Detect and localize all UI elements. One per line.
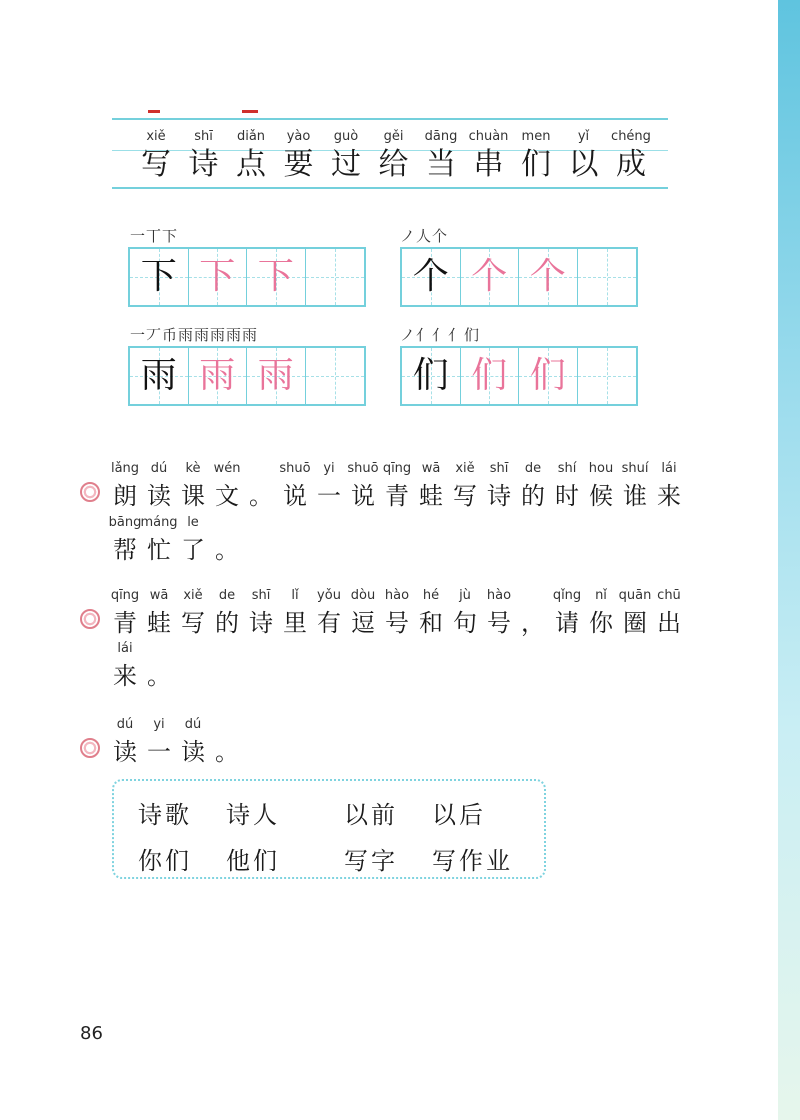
model-character: 下: [140, 256, 177, 297]
pinyin: wén: [213, 461, 241, 476]
stroke-fragment: [148, 98, 162, 106]
grid-cell: [461, 348, 520, 404]
hanzi: 里: [283, 609, 307, 637]
pinyin: wā: [421, 461, 441, 476]
exercise-2-line-2: [108, 641, 176, 699]
vocab-strip: [112, 118, 668, 189]
pinyin: shī: [251, 588, 271, 603]
model-character: 雨: [140, 355, 177, 396]
vocab-pinyin: chuàn: [468, 129, 509, 144]
hanzi: 青: [385, 482, 409, 510]
hanzi: 来: [657, 482, 681, 510]
pinyin: máng: [140, 515, 178, 530]
vocab-pinyin: diǎn: [236, 129, 266, 144]
pinyin: shí: [557, 461, 577, 476]
hanzi: 蛙: [419, 482, 443, 510]
hanzi: 候: [589, 482, 613, 510]
exercise-2-line-1: [108, 588, 686, 646]
grid-cell: [461, 249, 520, 305]
pinyin: lǐ: [291, 588, 299, 603]
vocab-hanzi: 点: [236, 147, 266, 182]
hanzi: 圈: [623, 609, 647, 637]
pinyin-char: [652, 588, 686, 646]
stroke-order: ノ人个: [400, 227, 449, 245]
pinyin-char: [652, 461, 686, 519]
pinyin: hào: [384, 588, 410, 603]
hanzi: 和: [419, 609, 443, 637]
pinyin: qǐng: [552, 588, 582, 603]
hanzi: 一: [317, 482, 341, 510]
hanzi: 。: [215, 738, 239, 766]
pinyin: qīng: [382, 461, 412, 476]
vocab-pinyin: guò: [333, 129, 359, 144]
grid-cell: [402, 348, 461, 404]
hanzi: 。: [215, 536, 239, 564]
exercise-3-line-1: [108, 717, 244, 775]
pinyin-char: [210, 515, 244, 573]
pinyin: qīng: [110, 588, 140, 603]
pinyin: yǒu: [317, 588, 341, 603]
pinyin: lái: [117, 641, 133, 656]
hanzi: 了: [181, 536, 205, 564]
hanzi: 说: [283, 482, 307, 510]
vocab-hanzi: 诗: [188, 147, 219, 182]
model-character: 个: [412, 256, 449, 297]
pinyin-char: [210, 461, 244, 519]
hanzi: 文: [215, 482, 239, 510]
hanzi: 。: [249, 482, 273, 510]
trace-character: 们: [529, 355, 566, 396]
trace-character: 个: [471, 256, 508, 297]
writing-grid: [400, 247, 638, 307]
grid-cell: [130, 249, 189, 305]
hanzi: 写: [453, 482, 477, 510]
word-box: [112, 779, 546, 879]
word-item: 诗歌: [138, 801, 192, 829]
word-item: 诗人: [226, 801, 280, 829]
grid-cell: [402, 249, 461, 305]
grid-cell: [247, 348, 306, 404]
word-item: 写作业: [432, 847, 513, 875]
exercise-icon: [80, 738, 100, 758]
hanzi: 课: [181, 482, 205, 510]
hanzi: 读: [147, 482, 171, 510]
grid-cell: [519, 249, 578, 305]
pinyin-char: [108, 641, 142, 699]
pinyin: shī: [489, 461, 509, 476]
vocab-pinyin: gěi: [383, 129, 404, 144]
hanzi: 说: [351, 482, 375, 510]
hanzi: 一: [147, 738, 171, 766]
hanzi: ，: [521, 609, 545, 637]
writing-grid: [128, 346, 366, 406]
hanzi: 逗: [351, 609, 375, 637]
grid-cell: [247, 249, 306, 305]
trace-character: 雨: [257, 355, 294, 396]
hanzi: 来: [113, 662, 137, 690]
grid-cell: [578, 348, 637, 404]
vocab-hanzi: 要: [283, 147, 314, 182]
grid-cell: [306, 249, 365, 305]
pinyin: shuí: [621, 461, 649, 476]
vocab-pinyin: shī: [194, 129, 213, 144]
hanzi: 号: [385, 609, 409, 637]
vocab-hanzi: 串: [473, 147, 504, 182]
pinyin: shuō: [279, 461, 311, 476]
hanzi: 帮: [113, 536, 137, 564]
grid-cell: [189, 348, 248, 404]
vocab-hanzi: 以: [568, 147, 599, 182]
hanzi: 忙: [147, 536, 171, 564]
stroke-order: 一丅下: [130, 227, 179, 245]
word-item: 你们: [138, 847, 192, 875]
vocab-pinyin: chéng: [611, 129, 651, 144]
hanzi: 你: [589, 609, 613, 637]
trace-character: 们: [471, 355, 508, 396]
vocab-hanzi: 写: [141, 147, 171, 182]
writing-grid: [128, 247, 366, 307]
hanzi: 读: [181, 738, 205, 766]
pinyin: quān: [618, 588, 652, 603]
vocab-pinyin: yào: [286, 129, 311, 144]
grid-cell: [519, 348, 578, 404]
exercise-icon: [80, 482, 100, 502]
trace-character: 下: [257, 256, 294, 297]
exercise-1-line-2: [108, 515, 244, 573]
hanzi: 的: [521, 482, 545, 510]
hanzi: 朗: [113, 482, 137, 510]
exercise-icon: [80, 609, 100, 629]
pinyin-char: [142, 641, 176, 699]
exercise-1-line-1: [108, 461, 686, 519]
stroke-fragment: [242, 98, 260, 106]
vocab-pinyin: dāng: [424, 129, 458, 144]
hanzi: 的: [215, 609, 239, 637]
trace-character: 个: [529, 256, 566, 297]
page-number: 86: [80, 1023, 103, 1044]
trace-character: 下: [199, 256, 236, 297]
hanzi: 出: [657, 609, 681, 637]
hanzi: 写: [181, 609, 205, 637]
pinyin: dú: [150, 461, 168, 476]
writing-grid: [400, 346, 638, 406]
pinyin: jù: [459, 588, 471, 603]
pinyin: xiě: [455, 461, 475, 476]
pinyin: yi: [153, 717, 165, 732]
pinyin: dòu: [350, 588, 376, 603]
vocab-hanzi: 们: [521, 147, 551, 182]
pinyin: yi: [323, 461, 335, 476]
pinyin: wā: [149, 588, 169, 603]
word-item: 他们: [226, 847, 280, 875]
word-item: 以前: [344, 801, 398, 829]
pinyin: dú: [116, 717, 134, 732]
page-edge-gradient: [778, 0, 800, 1120]
grid-cell: [578, 249, 637, 305]
grid-cell: [306, 348, 365, 404]
pinyin: lái: [661, 461, 677, 476]
word-item: 写字: [344, 847, 398, 875]
pinyin: hé: [422, 588, 440, 603]
hanzi: 。: [147, 662, 171, 690]
pinyin: nǐ: [595, 588, 607, 603]
vocab-pinyin: xiě: [146, 129, 166, 144]
hanzi: 诗: [487, 482, 511, 510]
grid-cell: [189, 249, 248, 305]
pinyin: chū: [657, 588, 681, 603]
pinyin-char: [176, 717, 210, 775]
hanzi: 读: [113, 738, 137, 766]
hanzi: 号: [487, 609, 511, 637]
hanzi: 青: [113, 609, 137, 637]
pinyin-char: [210, 717, 244, 775]
vocab-pinyin: men: [521, 129, 551, 144]
hanzi: 有: [317, 609, 341, 637]
grid-cell: [130, 348, 189, 404]
pinyin: hou: [588, 461, 614, 476]
vocab-hanzi: 当: [426, 147, 456, 182]
hanzi: 蛙: [147, 609, 171, 637]
pinyin: bāng: [108, 515, 142, 530]
stroke-order: ノ亻亻亻们: [400, 326, 481, 344]
hanzi: 谁: [623, 482, 647, 510]
word-item: 以后: [432, 801, 486, 829]
stroke-order: 一丆币雨雨雨雨雨: [130, 326, 259, 344]
vocab-pinyin: yǐ: [577, 129, 590, 144]
hanzi: 诗: [249, 609, 273, 637]
vocab-hanzi: 过: [331, 147, 361, 182]
vocab-hanzi: 给: [378, 147, 409, 182]
pinyin: de: [218, 588, 236, 603]
hanzi: 请: [555, 609, 579, 637]
pinyin: de: [524, 461, 542, 476]
pinyin: xiě: [183, 588, 203, 603]
pinyin: hào: [486, 588, 512, 603]
pinyin: dú: [184, 717, 202, 732]
model-character: 们: [412, 355, 449, 396]
pinyin: shuō: [347, 461, 379, 476]
pinyin: le: [187, 515, 199, 530]
pinyin: lǎng: [110, 461, 140, 476]
trace-character: 雨: [199, 355, 236, 396]
pinyin: kè: [185, 461, 201, 476]
hanzi: 时: [555, 482, 579, 510]
hanzi: 句: [453, 609, 477, 637]
pinyin-char: [176, 515, 210, 573]
vocab-hanzi: 成: [616, 147, 646, 182]
pinyin-char: [482, 588, 516, 646]
